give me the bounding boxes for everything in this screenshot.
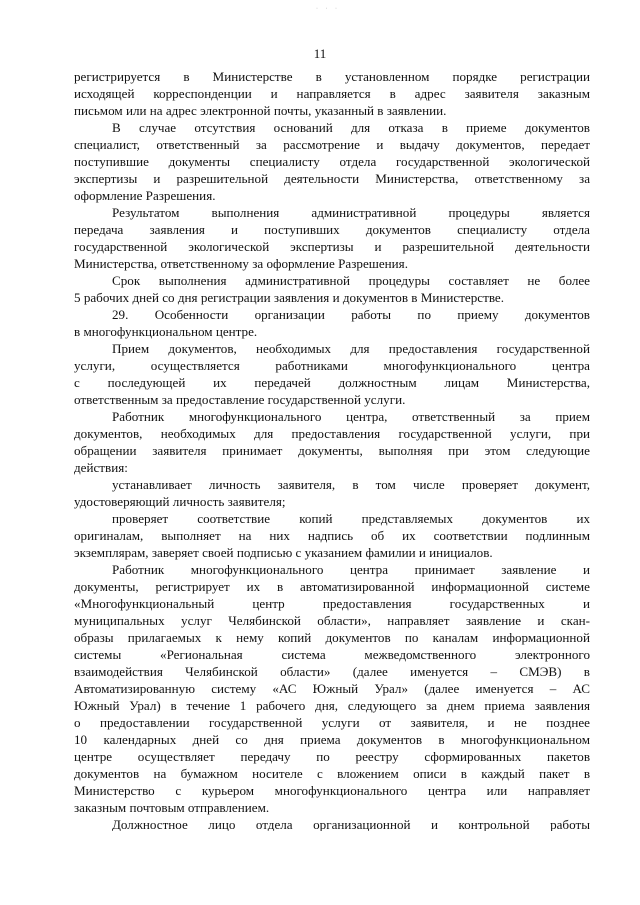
text-line: 10 календарных дней со дня приема документов в многофункциональном <box>74 732 590 747</box>
text-line: специалист, ответственный за рассмотрение и выдачу документов, передает <box>74 137 590 152</box>
text-line: действия: <box>74 460 128 475</box>
text-line: «Многофункциональный центр предоставления государственных и <box>74 596 590 611</box>
text-line: с последующей их передачей должностным лицам Министерства, <box>74 375 590 390</box>
text-line: о предоставлении государственной услуги от заявителя, и не позднее <box>74 715 590 730</box>
text-line: Министерства, ответственному за оформление Разрешения. <box>74 256 408 271</box>
text-line: документов, необходимых для предоставления государственной услуги, при <box>74 426 590 441</box>
text-line: оформление Разрешения. <box>74 188 216 203</box>
document-body <box>74 68 590 831</box>
paragraph-first-line: Срок выполнения административной процедуры составляет не более <box>112 273 590 288</box>
text-line: ответственным за предоставление государственной услуги. <box>74 392 406 407</box>
paragraph-first-line: В случае отсутствия оснований для отказа в приеме документов <box>112 120 590 135</box>
paragraph-first-line: проверяет соответствие копий представляемых документов их <box>112 511 590 526</box>
paragraph-first-line: устанавливает личность заявителя, в том числе проверяет документ, <box>112 477 590 492</box>
text-line: заказным почтовым отправлением. <box>74 800 270 815</box>
text-line: Южный Урал) в течение 1 рабочего дня, следующего за днем приема заявления <box>74 698 590 713</box>
text-line: оригиналам, выполняет на них надпись об их соответствии подлинным <box>74 528 590 543</box>
text-line: образы прилагаемых к нему копий документов по каналам информационной <box>74 630 590 645</box>
text-line: 5 рабочих дней со дня регистрации заявления и документов в Министерстве. <box>74 290 505 305</box>
paragraph-first-line: Прием документов, необходимых для предоставления государственной <box>112 341 590 356</box>
text-line: регистрируется в Министерстве в установленном порядке регистрации <box>74 69 590 84</box>
text-line: центре осуществляет передачу по реестру сформированных пакетов <box>74 749 590 764</box>
text-line: Автоматизированную систему «АС Южный Урал» (далее именуется – АС <box>74 681 590 696</box>
text-line: исходящей корреспонденции и направляется в адрес заявителя заказным <box>74 86 590 101</box>
text-line: обращении заявителя принимает документы, выполняя при этом следующие <box>74 443 590 458</box>
text-line: муниципальных услуг Челябинской области», направляет заявление и скан- <box>74 613 590 628</box>
text-line: документы, регистрирует их в автоматизированной информационной системе <box>74 579 590 594</box>
paragraph-first-line: Результатом выполнения административной процедуры является <box>112 205 590 220</box>
paragraph-first-line-cut: Должностное лицо отдела организационной и контрольной работы <box>112 817 590 831</box>
section-29-heading: 29. Особенности организации работы по приему документов <box>112 307 590 322</box>
text-line: поступившие документы специалисту отдела государственной экологической <box>74 154 590 169</box>
text-line: удостоверяющий личность заявителя; <box>74 494 286 509</box>
paragraph-first-line: Работник многофункционального центра принимает заявление и <box>112 562 590 577</box>
paragraph-first-line: Работник многофункционального центра, ответственный за прием <box>112 409 590 424</box>
text-line: Министерство с курьером многофункционального центра или направляет <box>74 783 590 798</box>
text-line: письмом или на адрес электронной почты, указанный в заявлении. <box>74 103 447 118</box>
text-line: в многофункциональном центре. <box>74 324 258 339</box>
text-line: передача заявления и поступивших документов специалисту отдела <box>74 222 590 237</box>
text-line: экспертизы и разрешительной деятельности Министерства, ответственному за <box>74 171 590 186</box>
text-line: государственной экологической экспертизы и разрешительной деятельности <box>74 239 590 254</box>
text-line: взаимодействия Челябинской области» (далее именуется – СМЭВ) в <box>74 664 590 679</box>
text-line: системы «Региональная система межведомственного электронного <box>74 647 590 662</box>
text-line: услуги, осуществляется работниками многофункционального центра <box>74 358 590 373</box>
scan-artifact-mark: · · · <box>316 6 340 12</box>
text-line: экземплярам, заверяет своей подписью с указанием фамилии и инициалов. <box>74 545 493 560</box>
page-number: 11 <box>313 46 327 61</box>
text-line: документов на бумажном носителе с вложением описи в каждый пакет в <box>74 766 590 781</box>
